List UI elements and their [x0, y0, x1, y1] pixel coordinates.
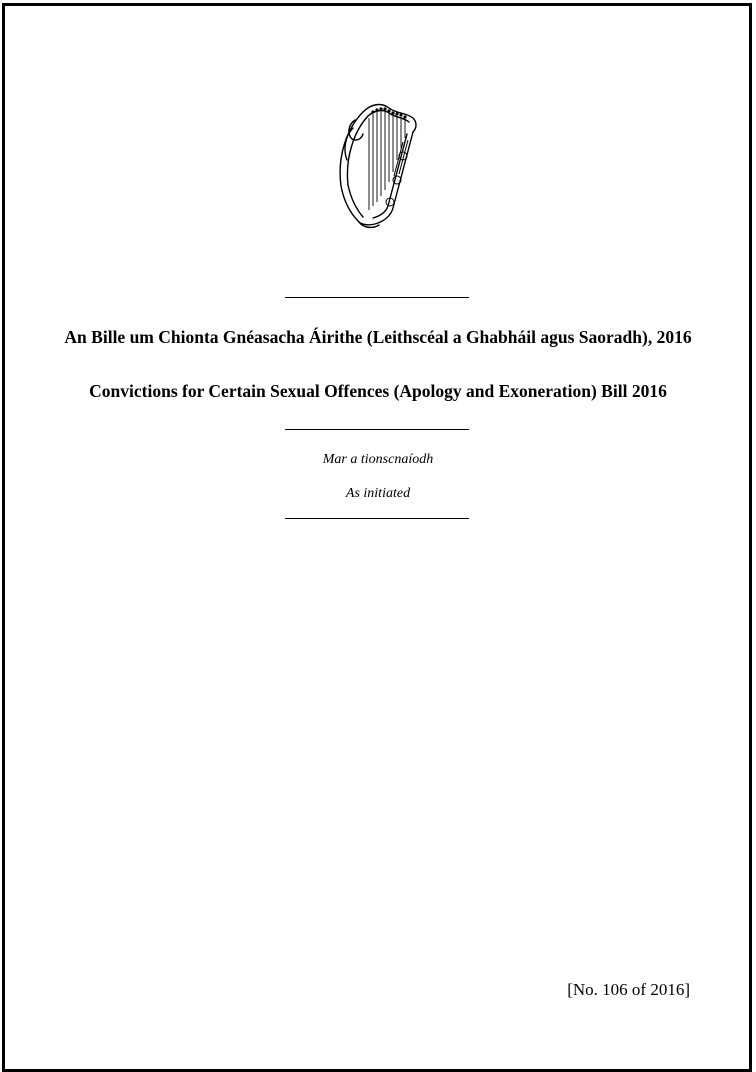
divider-middle: [285, 429, 469, 430]
status-english: As initiated: [345, 486, 411, 501]
status-irish: Mar a tionscnaíodh: [322, 452, 434, 467]
bill-number: [No. 106 of 2016]: [567, 980, 690, 999]
title-english: Convictions for Certain Sexual Offences (Apology and Exoneration) Bill 2016: [89, 381, 667, 401]
title-irish: An Bille um Chionta Gnéasacha Áirithe (Leithscéal a Ghabháil agus Saoradh), 2016: [64, 327, 692, 347]
harp-emblem-icon: [333, 98, 423, 230]
divider-bottom: [285, 518, 469, 519]
divider-top: [285, 297, 469, 298]
